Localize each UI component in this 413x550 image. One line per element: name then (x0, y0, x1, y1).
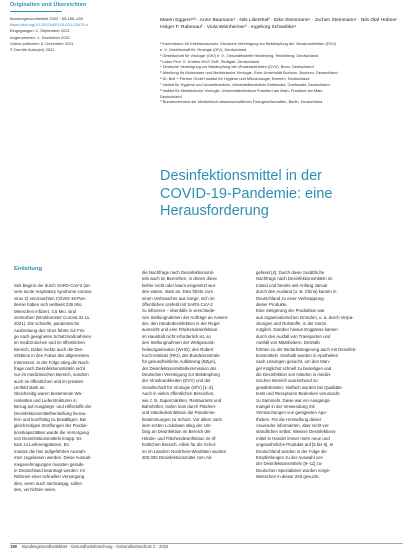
body-text-line: Deutschen Spezialisten wurden vorge- (256, 467, 331, 473)
body-text-line: den waren, stark an. Dies führte zum (142, 289, 213, 295)
body-text-line: bestimmungen zu Schutz. Vor allem nach (142, 416, 222, 422)
body-text-line: Menschen in dieser Zeit gesucht. (256, 474, 320, 479)
section-label: Originalien und Übersichten (10, 2, 87, 8)
body-text-line: kam zu Lieferengpässen. Es (14, 442, 69, 448)
body-text-line: Deutschland wurden in der Folge die (256, 448, 327, 454)
body-text-line: Eine Steigerung der Produktion war (256, 308, 325, 314)
body-text-line: von Desinfektionsmitteln knapp. Es (14, 436, 82, 441)
body-text-line: den, verzichten seien. (14, 487, 57, 492)
body-text-line: Bahnhöfen, trafen man durch Flächen- (142, 403, 217, 409)
section-heading-einleitung: Einleitung (14, 266, 43, 272)
body-text-line: und Händedesinfektion die Pandemie- (142, 410, 216, 416)
body-text-line: führten zu der Bedarfssteigerung auch mit Desinfek- (256, 346, 357, 352)
body-text-line: gefasst [4]. Durch diese zusätzliche (256, 270, 325, 275)
body-text-line: vere acute respiratory syndrome corona- (14, 289, 93, 295)
body-text-line: tests und Rezepturen Bedenken verursacht. (256, 391, 341, 397)
meta-doi-link[interactable]: https://doi.org/10.1007/s00103-021-03475-x (10, 22, 88, 28)
body-text-line: der Viruskrankheiten (DVV) und der (142, 378, 211, 384)
body-text-line: die Nachfrage nach Desinfektionsmit- (142, 270, 215, 275)
author-list: Maren Eggers¹²³ · Anne Baumann¹ · Nils Lilienthal³ · Eike Steinmann¹ · Jochen Steinmann¹ · Nils Olaf Hübner · Holger F. Rabenau² · Viola Weinheimer² · Ingeborg Schwebke⁴ (160, 18, 400, 30)
body-text-line: die Desinfektion von Händen in medizi- (256, 372, 332, 377)
body-text-line: virus 2) verursachten COVID-19-Pan- (14, 295, 87, 301)
body-text-line: frage nach Desinfektionsmitteln nicht (14, 365, 85, 371)
body-text-line: 2021). Die schnelle, pandemische (14, 321, 80, 327)
body-text-line: für gesundheitliche Aufklärung (BZgA), (142, 359, 217, 365)
page-number: 186 (10, 544, 17, 549)
body-text-line: renketten und Lieferstrukturen in (14, 397, 77, 403)
body-text-line: teln auch im Bereichen, in denen diese (142, 276, 217, 282)
affiliation-item: ¹ Kommission für Infektionsschutz. Deutsche Vereinigung zur Bekämpfung der Viruskrankheiten (DVV) (160, 41, 337, 46)
body-text-line: den Stellungnahmen der Weltgesund- (142, 340, 215, 346)
affiliation-item: ⁶ Dr. Brill + Partner GmbH Institut für Hygiene und Mikrobiologie, Bremen, Deutschland (160, 76, 310, 82)
body-text-line: Inland und bereits seit Anfang Januar (256, 282, 328, 288)
body-text-line: dem ersten Lockdown stieg der Um- (142, 423, 212, 428)
meta-copyright: © Der/die Autor(en) 2021 (10, 47, 55, 53)
affiliation-item: ⁸ Institut für Medizinische Virologie, Universitätsklinikum Frankfurt am Main, Frankfurt am Main, (160, 87, 324, 93)
body-text-line: ungewöhnliche Produkte auf [5 bis 6]. In (256, 442, 334, 448)
body-text-line: Umfeld stark an. (14, 385, 46, 390)
body-text-line: Deutschen Vereinigung zur Bekämpfung (142, 372, 220, 377)
body-text-line: Ausbreitung des Virus führte zur Fra- (14, 327, 86, 333)
body-text-line: Rahmen einer schnellen Versorgung (14, 474, 85, 480)
body-text-line: dieser Produkte. (256, 301, 288, 307)
body-text-line: Auch in vielen öffentlichen Bereichen, (142, 391, 215, 397)
page-footer (10, 544, 168, 549)
body-text-line: Bereich. Dabei rückte auch die Des- (14, 346, 84, 352)
body-text-line: heitsorganisation (WHO), des Robert (142, 346, 214, 352)
body-text-line: Koch-Instituts (RKI), der Bundeszentrale (142, 352, 220, 358)
journal-name: Bundesgesundheitsblatt - Gesundheitsforschung - Gesundheitsschutz 2 · 2022 (22, 544, 169, 549)
title-line: COVID-19-Pandemie: eine (160, 185, 333, 202)
affiliation-item: ⁹ Bundesverband der Medizinisch-wissenschaftlichen Fachgesellschaften, Berlin, Deutschland (160, 99, 323, 105)
body-text-line: theken. Für die Herstellung dieser (256, 416, 322, 422)
body-text-line: einen Verbraucher aus Sorge, sich im (142, 295, 215, 301)
body-text-line: aus organisatorischen Gründen, u. a. durch Verpa- (256, 314, 354, 320)
body-text-line: auch im öffentlichen und im privaten (14, 378, 84, 384)
body-text-line: bisher nicht oder kaum eingesetzt wur- (142, 282, 217, 288)
meta-published: Online publiziert: 6. Dezember 2021 (10, 40, 74, 46)
affiliation-item: ³ Labor Prof. G. Enders MVZ GbR, Stuttgart, Deutschland (160, 58, 260, 64)
body-column-1 (14, 283, 96, 493)
body-text-line: ckungen und Rohstoffe, in der Kürze (256, 321, 327, 326)
body-text-line: Nachfrage nach Desinfektionsmitteln im (256, 276, 333, 282)
body-text-line: Vermischungen von geeigneten Apo- (256, 410, 327, 416)
body-column-2 (142, 270, 229, 461)
body-text-line: durch den Ausland (u. B. China) kamen in (256, 289, 337, 295)
body-text-line: der Desinfektionsmittelkommission der (142, 365, 217, 371)
body-text-line: Bezug auf Ausgangs- und Hilfsstoffe der (14, 404, 92, 410)
title-line: Desinfektionsmittel in der (160, 168, 322, 184)
body-text-line: fentlichen Bereich. Allein für die Schul- (142, 442, 217, 448)
body-text-line: dies, wenn auch nachrangig, sollen (14, 480, 82, 486)
body-text-line: gewährleisten. Vielfach wurden bei Qualitäts- (256, 384, 343, 390)
body-text-line: megenehmigungen mussten gerade (14, 461, 84, 467)
affiliation-list (160, 41, 405, 105)
body-text-line: Menschen infiziert, 4,6 Mio. sind (14, 308, 77, 314)
body-text-line: demie haben sich weltweit 226 Mio. (14, 302, 83, 308)
affiliation-item: ⁷ Institut für Hygiene und Umweltmedizin, Universitätsmedizin Greifswald, Greifswald, Deutschland (160, 81, 330, 87)
body-text-line: Gesellschaft für Virologie (GfV) [1–3]. (142, 384, 214, 390)
body-text-line: mangel in der Verwendung mit (256, 403, 315, 409)
body-text-line: wie z. B. Supermärkten, Restaurants und (142, 397, 222, 403)
body-text-line: Desinfektionsmittelherstellung hierau- (14, 410, 87, 416)
affiliation-item: Deutschland (160, 93, 182, 99)
body-text-line: 200.000 Desinfektionsmittel zum Ab- (142, 454, 213, 460)
meta-accepted: Angenommen: 1. Dezember 2021 (10, 34, 71, 40)
body-text-line: möglich. Darüber hinaus Engpässe kamen (256, 327, 338, 333)
body-text-line: musste die hier aufgeführten Ausnah- (14, 448, 87, 454)
body-text-line: gel möglichst schnell zu beseitigen und (256, 365, 332, 371)
body-text-line: nen Stellungnahmen der Aufträge an Anwen- (142, 314, 229, 320)
body-text-line: verstorben (Worldometer Corona 31.11. (14, 314, 91, 320)
body-text-line: infektion in den Fokus des allgemeinen (14, 353, 90, 359)
body-text-line: Hände- und Flächendesinfektion im öf- (142, 435, 217, 441)
body-text-line: Seit Beginn der durch SARS-CoV-2 (se- (14, 283, 92, 288)
body-text-line: der Desinfektionsmitteln [9–11] zu- (256, 461, 323, 467)
body-text-line: im medizinischen und im öffentlichen (14, 340, 85, 346)
body-text-line: Interesses. In der Folge stieg die Nach- (14, 359, 90, 365)
body-text-line: zu Sammeln. Diese war ein Ausgangs- (256, 397, 331, 403)
body-text-line: tionskapazitäten wurde die Versorgung (14, 429, 89, 435)
body-text-line: tionsmitteln. Deshalb wurden in Apotheken (256, 352, 339, 358)
body-text-line: Deutschland zu einer Verknappung (256, 295, 324, 301)
body-text-line: fang an Desinfektion im Bereich der (142, 429, 211, 435)
body-text-line: öffentlichen Umfeld mit SARS-CoV-2 (142, 301, 213, 307)
body-text-line: ausreicht und eine Flächendesinfektion (142, 327, 218, 333)
body-text-line: nischen Bereich ausreichend zu (256, 378, 318, 384)
body-text-line: nach Lösungen gesucht, um den Man- (256, 359, 331, 365)
affiliation-item: ² Gesellschaft für Virologie (GfV) e. V., Geschäftsstelle Heidelberg, Heidelberg, Deutschland (160, 52, 319, 58)
body-text-line: zu infizieren – ebenfalls in verschiede- (142, 308, 216, 314)
affiliation-item: ⁵ Abteilung für Molekulare und Medizinische Virologie, Ruhr-Universität Bochum, Bochum, Deutschland (160, 70, 338, 76)
meta-citation: Bundesgesundheitsbl 2022 · 65:186–199 (10, 16, 83, 21)
body-text-line: Gleichzeitig waren bestehende Wa- (14, 391, 83, 397)
affiliation-item: e. V. Gesellschaft für Virologie (GfV), Deutschland (160, 46, 247, 52)
body-text-line: Anwender informierten, aber nicht ver- (256, 423, 330, 428)
body-text-line: durch den Ausfall von Transporten und (256, 333, 331, 339)
body-text-line: Ausfall von Mitarbeitern. Deshalb (256, 340, 320, 346)
title-line: Herausforderung (160, 203, 269, 219)
article-meta (10, 16, 120, 53)
body-text-line: nur im medizinischen Bereich, sondern (14, 372, 89, 378)
body-text-line: men zugelassen werden. Diese Ausnah- (14, 455, 92, 461)
body-text-line: in Deutschland beantragt werden. Im (14, 467, 85, 473)
body-text-line: der, den Händedesinfektion in der Regel (142, 321, 220, 326)
affiliation-item: ⁴ Deutsche Vereinigung zur Bekämpfung der Viruskrankheiten (DVV), Bonn, Deutschland (160, 64, 314, 70)
body-text-line: gleichzeitigen Straffungen der Produk- (14, 423, 88, 429)
body-text-line: Empfehlungen zu der Auswahl von (256, 454, 323, 460)
body-text-line: ge nach geeigneten Schutzmaßnahmen (14, 334, 92, 339)
body-text-line: ständlichen selbst. Weitere Desinfektions- (256, 429, 337, 435)
meta-received: Eingegangen: 1. September 2021 (10, 28, 70, 34)
body-text-line: fern und kurzfristig zu bewältigen. Bei (14, 416, 87, 422)
body-text-line: im Haushalt nicht erforderlich ist, so (142, 333, 211, 339)
section-label-rule (10, 11, 62, 12)
article-title (160, 168, 405, 221)
body-text-line: en im Ländern Nordrhein-Westfalen wurden (142, 448, 227, 454)
body-text-line: mittel in Handel immer mehr neue und (256, 435, 330, 441)
body-column-3 (256, 270, 357, 480)
